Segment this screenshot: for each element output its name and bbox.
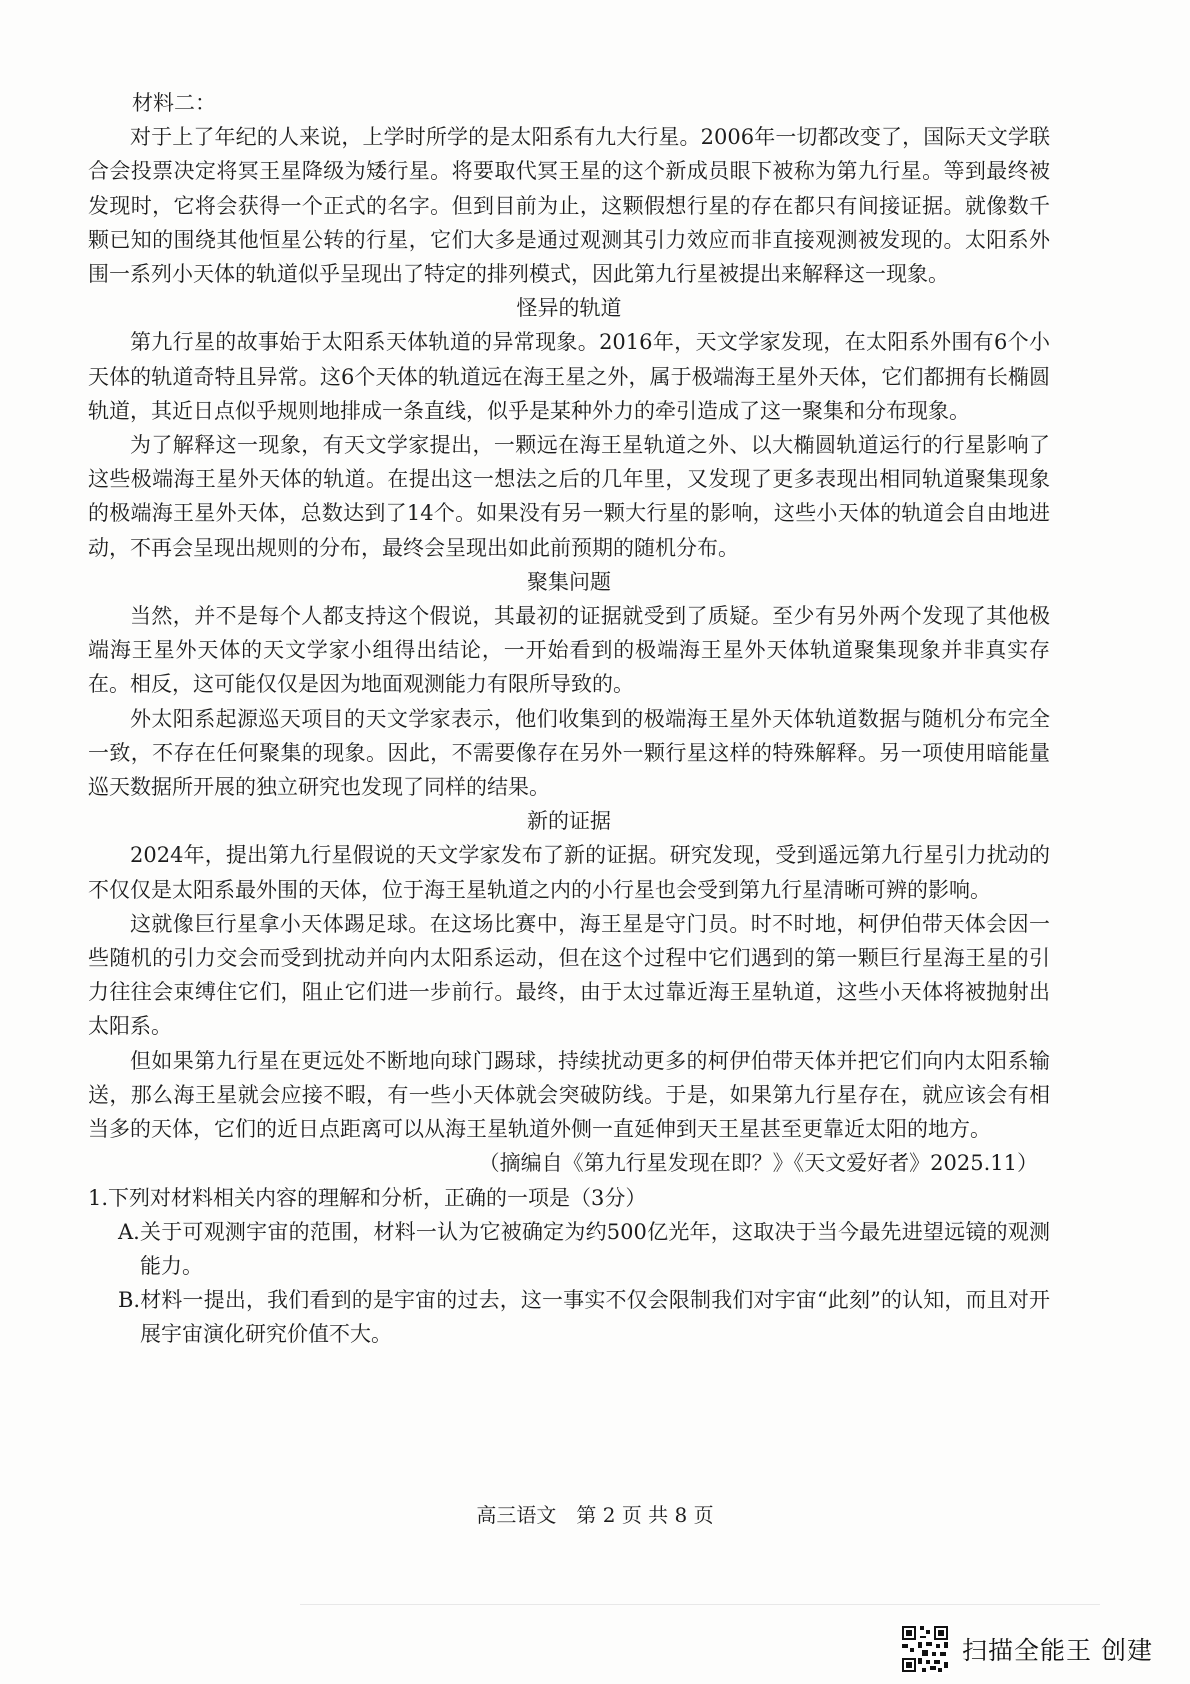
paragraph: 外太阳系起源巡天项目的天文学家表示，他们收集到的极端海王星外天体轨道数据与随机分布完全一致，不存在任何聚集的现象。因此，不需要像存在另外一颗行星这样的特殊解释。另一项使用暗能量巡天数据所开展的独立研究也发现了同样的结果。 [88, 706, 1050, 800]
option-b: B.材料一提出，我们看到的是宇宙的过去，这一事实不仅会限制我们对宇宙“此刻”的认知，而且对开展宇宙演化研究价值不大。 [118, 1288, 1050, 1347]
scanner-watermark [900, 1623, 1153, 1675]
section-heading: 怪异的轨道 [516, 296, 622, 321]
source-citation: （摘编自《第九行星发现在即？》《天文爱好者》2025.11） [478, 1151, 1038, 1176]
section-heading: 聚集问题 [527, 569, 611, 594]
section-heading: 新的证据 [527, 809, 611, 834]
intro-paragraph: 对于上了年纪的人来说，上学时所学的是太阳系有九大行星。2006年一切都改变了，国际天文学联合会投票决定将冥王星降级为矮行星。将要取代冥王星的这个新成员眼下被称为第九行星。等到最终被发现时，它将会获得一个正式的名字。但到目前为止，这颗假想行星的存在都只有间接证据。就像数千颗已知的围绕其他恒星公转的行星，它们大多是通过观测其引力效应而非直接观测被发现的。太阳系外围一系列小天体的轨道似乎呈现出了特定的排列模式，因此第九行星被提出来解释这一现象。 [88, 125, 1050, 287]
option-a: A.关于可观测宇宙的范围，材料一认为它被确定为约500亿光年，这取决于当今最先进望远镜的观测能力。 [118, 1219, 1050, 1278]
paragraph: 第九行星的故事始于太阳系天体轨道的异常现象。2016年，天文学家发现，在太阳系外围有6个小天体的轨道奇特且异常。这6个天体的轨道远在海王星之外，属于极端海王星外天体，它们都拥有长椭圆轨道，其近日点似乎规则地排成一条直线，似乎是某种外力的牵引造成了这一聚集和分布现象。 [88, 330, 1050, 423]
page-content [88, 86, 1050, 1352]
paragraph: 当然，并不是每个人都支持这个假说，其最初的证据就受到了质疑。至少有另外两个发现了其他极端海王星外天体的天文学家小组得出结论，一开始看到的极端海王星外天体轨道聚集现象并非真实存在。相反，这可能仅仅是因为地面观测能力有限所导致的。 [88, 604, 1050, 697]
paragraph: 但如果第九行星在更远处不断地向球门踢球，持续扰动更多的柯伊伯带天体并把它们向内太阳系输送，那么海王星就会应接不暇，有一些小天体就会突破防线。于是，如果第九行星存在，就应该会有相当多的天体，它们的近日点距离可以从海王星轨道外侧一直延伸到天王星甚至更靠近太阳的地方。 [88, 1048, 1050, 1142]
page-footer: 高三语文 第 2 页 共 8 页 [476, 1503, 714, 1527]
paragraph: 2024年，提出第九行星假说的天文学家发布了新的证据。研究发现，受到遥远第九行星引力扰动的不仅仅是太阳系最外围的天体，位于海王星轨道之内的小行星也会受到第九行星清晰可辨的影响。 [88, 843, 1050, 902]
material-label: 材料二： [132, 91, 216, 115]
qr-code-icon [900, 1624, 950, 1674]
question-stem: 1.下列对材料相关内容的理解和分析，正确的一项是（3分） [88, 1185, 647, 1210]
paragraph: 这就像巨行星拿小天体踢足球。在这场比赛中，海王星是守门员。时不时地，柯伊伯带天体会因一些随机的引力交会而受到扰动并向内太阳系运动，但在这个过程中它们遇到的第一颗巨行星海王星的引力往往会束缚住它们，阻止它们进一步前行。最终，由于太过靠近海王星轨道，这些小天体将被抛射出太阳系。 [88, 911, 1050, 1039]
paragraph: 为了解释这一现象，有天文学家提出，一颗远在海王星轨道之外、以大椭圆轨道运行的行星影响了这些极端海王星外天体的轨道。在提出这一想法之后的几年里，又发现了更多表现出相同轨道聚集现象的极端海王星外天体，总数达到了14个。如果没有另一颗大行星的影响，这些小天体的轨道会自由地进动，不再会呈现出规则的分布，最终会呈现出如此前预期的随机分布。 [88, 433, 1050, 560]
divider [300, 1604, 1100, 1605]
watermark-text: 扫描全能王 创建 [962, 1636, 1153, 1665]
